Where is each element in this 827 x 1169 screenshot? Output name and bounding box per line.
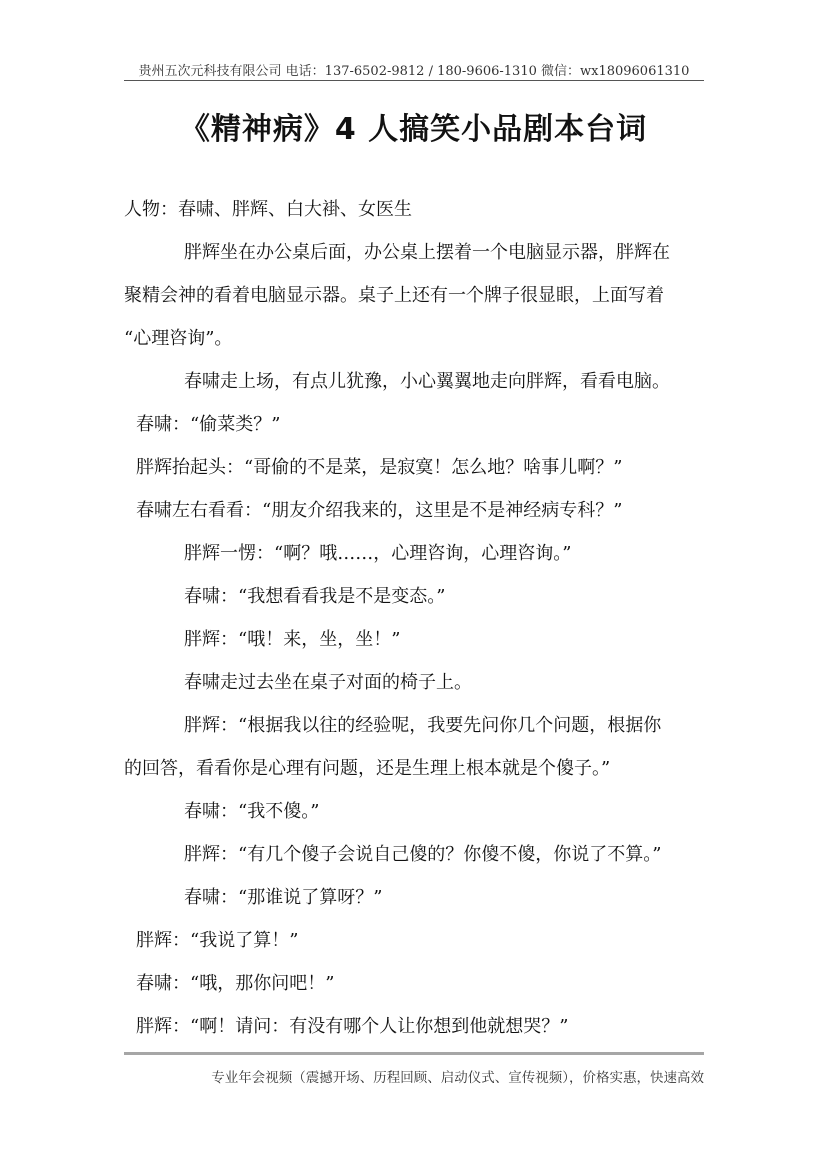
paragraph-line: 春啸走过去坐在桌子对面的椅子上。 bbox=[184, 672, 472, 693]
dialogue-line: 胖辉：“我说了算！” bbox=[136, 930, 299, 951]
dialogue-line: 春啸：“偷菜类？” bbox=[136, 414, 281, 435]
page-footer: 专业年会视频（震撼开场、历程回顾、启动仪式、宣传视频），价格实惠，快速高效 bbox=[211, 1070, 704, 1086]
dialogue-line: 胖辉：“有几个傻子会说自己傻的？你傻不傻，你说了不算。” bbox=[184, 844, 662, 865]
dialogue-line: 胖辉一愣：“啊？哦……，心理咨询，心理咨询。” bbox=[184, 543, 572, 564]
document-title: 《精神病》4 人搞笑小品剧本台词 bbox=[179, 112, 648, 147]
header-divider bbox=[124, 80, 704, 81]
paragraph-line: 胖辉坐在办公桌后面，办公桌上摆着一个电脑显示器，胖辉在 bbox=[184, 242, 670, 263]
footer-divider bbox=[124, 1052, 704, 1055]
dialogue-line: 春啸：“我不傻。” bbox=[184, 801, 320, 822]
dialogue-line: 春啸：“我想看看我是不是变态。” bbox=[184, 586, 446, 607]
dialogue-line: 胖辉抬起头：“哥偷的不是菜，是寂寞！怎么地？啥事儿啊？” bbox=[136, 457, 623, 478]
dialogue-line: 的回答，看看你是心理有问题，还是生理上根本就是个傻子。” bbox=[124, 758, 611, 779]
dialogue-line: 胖辉：“啊！请问：有没有哪个人让你想到他就想哭？” bbox=[136, 1016, 569, 1037]
characters-line: 人物：春啸、胖辉、白大褂、女医生 bbox=[124, 199, 412, 220]
paragraph-line: “心理咨询”。 bbox=[124, 328, 233, 349]
dialogue-line: 春啸左右看看：“朋友介绍我来的，这里是不是神经病专科？” bbox=[136, 500, 623, 521]
paragraph-line: 聚精会神的看着电脑显示器。桌子上还有一个牌子很显眼，上面写着 bbox=[124, 285, 664, 306]
dialogue-line: 春啸：“那谁说了算呀？” bbox=[184, 887, 383, 908]
dialogue-line: 胖辉：“哦！来，坐，坐！” bbox=[184, 629, 401, 650]
dialogue-line: 胖辉：“根据我以往的经验呢，我要先问你几个问题，根据你 bbox=[184, 715, 662, 736]
paragraph-line: 春啸走上场，有点儿犹豫，小心翼翼地走向胖辉，看看电脑。 bbox=[184, 371, 670, 392]
dialogue-line: 春啸：“哦，那你问吧！” bbox=[136, 973, 335, 994]
page-header: 贵州五次元科技有限公司 电话：137-6502-9812 / 180-9606-1310 微信：wx18096061310 bbox=[138, 64, 690, 79]
